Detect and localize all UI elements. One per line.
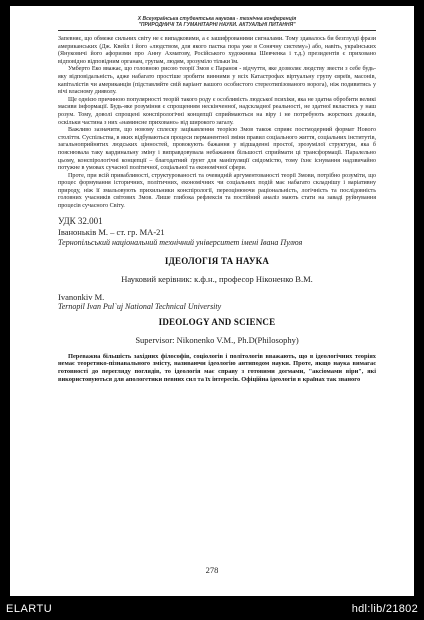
document-body xyxy=(58,36,376,384)
document-page xyxy=(10,6,414,596)
paragraph: Запевняє, що обмеже сильних світу не є випадковими, а є зашифрованими сигналами. Тому здавалось би безглузді фрази американських (Дж. Квейл і його «людством, для якого пастка пора уже в Сонячну систему») або, навіть, українських (Януковичі його афоризми про Анну Ахматову, Російського художника Шевченка і т.д.) президентів є приховано відповідно відповідним органам, групам, людям, зрозуміло тільки їм. xyxy=(58,36,376,65)
supervisor-en: Supervisor: Nikonenko V.M., Ph.D(Philosophy) xyxy=(135,334,299,345)
header-line-1: X Всеукраїнська студентська наукова - технічна конференція xyxy=(137,16,297,22)
author-en: Ivanonkiv M. xyxy=(58,291,105,302)
abstract-paragraph: Переважна більшість західних філософів, соціологів і політологів вважають, що в ідеологічних теоріях немає теоретико-пізнавального змісту, називаючи ідеологію антиподом науки. Проте, якщо наука вимагає готовності до перегляду поглядів, то ідеологія має справу з готовими догмами, "аксіомами віри", які використовуються для апологетики певних сил та їх інтересів. Офіційна ідеологія в країнах так званого xyxy=(58,352,376,384)
conference-header xyxy=(58,16,376,31)
affiliation-ua: Тернопільський національний технічний університет імені Івана Пулюя xyxy=(58,237,303,247)
affiliation-en: Ternopil Ivan Pul`uj National Technical University xyxy=(58,301,222,311)
supervisor-ua: Науковий керівник: к.ф.н., професор Ніконенко В.М. xyxy=(121,273,313,284)
author-ua: Іваноньків М. – ст. гр. МА-21 xyxy=(58,226,165,237)
paragraph: Ще однією причиною популярності теорій такого роду є особливість людської психіки, яка не здатна обробити великі масиви інформації. Будь-яке розуміння є спрощенням нескінченної, надскладної реальності, не здатної вкластись у наш розум. Тому, доволі спрощені конспірологічні концепції сприймаються на віру і не потребують жорстких доказів, оскільки частина з них «наминсне приховано» від широкого загалу. xyxy=(58,96,376,126)
paragraph: Умберто Еко вважає, що головною рисою теорії Змов є Параноя - відчуття, яке дозволяє людству звести з себе будь-яку відповідальність, адже набагато простіше зробити винними у всіх Катастрофах віртуальну групу євреїв, масонів, капіталістів чи американців (підставляйте свій варіант вашого особистого стереотипізованого ворога), ніж подивитись у вічі власному дияволу. xyxy=(58,66,376,96)
header-line-2: "ПРИРОДНИЧІ ТА ГУМАНІТАРНІ НАУКИ. АКТУАЛЬНІ ПИТАННЯ" xyxy=(138,22,296,28)
article-title-en: IDEOLOGY AND SCIENCE xyxy=(158,316,276,327)
repository-name: ELARTU xyxy=(6,603,53,615)
paragraph: Проте, при всій привабливості, структурованості та очевидній аргументованості теорії Змови, потрібно розуміти, що процес формування історичних, політичних, економічних чи соціальних подій має набагато складнішу і варіативну природу, ніж її змальовують прихильники конспірології, переоцінюючи раціональність, логічність та послідовність головних учасників світових Змов. Лише глибока рефлексія та постійний аналіз мають стати на заваді руйнування процесів сучасного Світу. xyxy=(58,172,376,210)
paragraph: Важливо зазначити, що новому сплеску зацікавлення теорією Змов також сприяє постмодерний формат Нового століття. Суспільства, в яких відбуваються процеси перманентної зміни правил соціального життя, соціальних інститутів, загальноприйнятих людських цінностей, провокують бажання у відшаденні простої, зрозумілої структури, яка б пояснювала таку кардинальну зміну і виправдовувала небажання більшості сприймати ці трансформації. Паралельно цьому, конспірологічні концепції – благодатний ґрунт для маніпуляції свідомістю, тому їхнє існування надзвичайно потужне в умовах сучасної політичної, соціальної та економічної сфери. xyxy=(58,127,376,172)
article-title-ua: ІДЕОЛОГІЯ ТА НАУКА xyxy=(164,255,270,266)
page-number: 278 xyxy=(205,565,219,575)
handle-id: hdl:lib/21802 xyxy=(351,603,418,615)
udk-code: УДК 32.001 xyxy=(58,215,103,226)
